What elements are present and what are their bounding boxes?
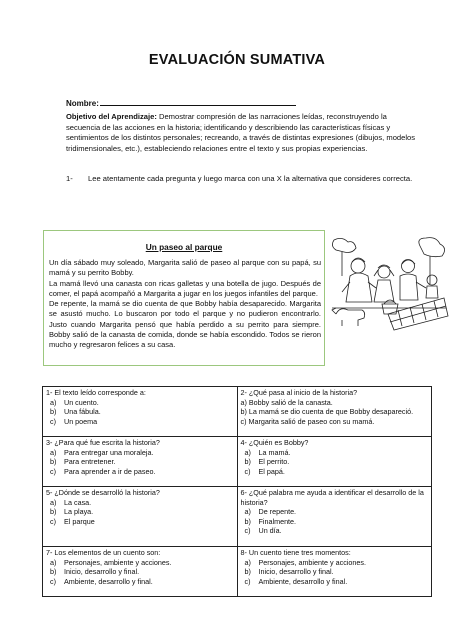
objective-label: Objetivo del Aprendizaje:: [66, 112, 157, 121]
option[interactable]: [46, 407, 234, 417]
question-text: 8- Un cuento tiene tres momentos:: [240, 548, 351, 557]
option-text: Personajes, ambiente y acciones.: [258, 557, 366, 567]
option-letter: c): [244, 466, 251, 476]
question-cell-3: [43, 437, 238, 487]
option-text: a) Bobby salió de la canasta.: [240, 397, 333, 407]
question-cell-8: [237, 547, 432, 597]
option[interactable]: [241, 507, 429, 517]
option-letter: c): [50, 516, 56, 526]
option-text: Un poema: [64, 416, 98, 426]
story-paragraph: Un día sábado muy soleado, Margarita salió de paseo al parque con su papá, su mamá y su perrito Bobby.: [49, 258, 321, 278]
option-text: La playa.: [64, 507, 94, 517]
option[interactable]: [241, 558, 429, 568]
option-letter: c): [244, 576, 251, 586]
option[interactable]: [46, 457, 234, 467]
story-text: [49, 258, 321, 351]
learning-objective: [66, 112, 416, 154]
illustration-lines: [332, 238, 448, 330]
option[interactable]: [46, 507, 234, 517]
option[interactable]: [46, 448, 234, 458]
option-letter: a): [244, 557, 251, 567]
option-text: Para entregar una moraleja.: [64, 447, 154, 457]
name-label: Nombre:: [66, 99, 99, 108]
question-cell-5: [43, 487, 238, 547]
option-letter: c): [244, 526, 251, 536]
option-text: Inicio, desarrollo y final.: [258, 567, 334, 577]
option[interactable]: [241, 526, 429, 536]
option[interactable]: [241, 467, 429, 477]
option-text: El perrito.: [258, 457, 290, 467]
question-text: 2- ¿Qué pasa al inicio de la historia?: [240, 388, 358, 397]
option-text: La casa.: [64, 497, 92, 507]
option-text: Una fábula.: [64, 407, 101, 417]
option[interactable]: [46, 517, 234, 527]
option-text: b) La mamá se dio cuenta de que Bobby desapareció.: [240, 407, 414, 417]
option-text: Para entretener.: [64, 457, 116, 467]
option[interactable]: [241, 567, 429, 577]
story-paragraph: La mamá llevó una canasta con ricas galletas y una botella de jugo. Después de comer, el papá acompañó a Margarita a jugar en los juegos infantiles del parque.: [49, 278, 321, 298]
question-text: 7- Los elementos de un cuento son:: [46, 548, 161, 557]
option[interactable]: [46, 558, 234, 568]
option[interactable]: [46, 498, 234, 508]
option-text: Ambiente, desarrollo y final.: [258, 576, 348, 586]
option-text: c) Margarita salió de paseo con su mamá.: [240, 416, 375, 426]
option-letter: b): [244, 516, 251, 526]
option-text: Un cuento.: [64, 397, 99, 407]
instruction-number: 1-: [66, 174, 73, 183]
question-cell-4: [237, 437, 432, 487]
option-text: Finalmente.: [258, 516, 297, 526]
question-text: 1- El texto leído corresponde a:: [46, 388, 146, 397]
question-text: 3- ¿Para qué fue escrita la historia?: [46, 438, 160, 447]
option[interactable]: [241, 517, 429, 527]
option-text: Inicio, desarrollo y final.: [64, 567, 140, 577]
question-cell-1: [43, 387, 238, 437]
option-letter: b): [244, 457, 251, 467]
option-text: De repente.: [258, 507, 297, 517]
story-paragraph: De repente, la mamá se dio cuenta de que Bobby había desaparecido. Margarita se asustó mucho. Lo buscaron por todo el parque y no pudieron encontrarlo. Justo cuando Margarita pensó que había perdido a su perrito para siempre. Bobby salió de la canasta de comida, donde se había escondido. Todos se rieron mucho y regresaron felices a su casa.: [49, 299, 321, 350]
option[interactable]: [241, 407, 429, 417]
option-letter: a): [244, 507, 251, 517]
option-letter: c): [50, 576, 56, 586]
instruction-text: Lee atentamente cada pregunta y luego marca con una X la alternativa que consideres correcta.: [88, 174, 413, 183]
option[interactable]: [241, 577, 429, 587]
name-blank-line[interactable]: [100, 98, 296, 106]
option-letter: a): [50, 557, 57, 567]
story-title: Un paseo al parque: [145, 242, 223, 252]
option-letter: a): [50, 447, 57, 457]
option[interactable]: [241, 457, 429, 467]
option-text: El parque: [64, 516, 95, 526]
option-text: Personajes, ambiente y acciones.: [64, 557, 172, 567]
family-picnic-illustration: [328, 236, 450, 332]
objective-text: Demostrar compresión de las narraciones leídas, reconstruyendo la secuencia de las acciones en la historia; identificando y describiendo las características físicas y sentimientos de los distintos personales; recreando, a través de distintas expresiones (dibujos, modelos tridimensionales, etc.), estableciendo relaciones entre el texto y sus propias experiencias.: [66, 112, 416, 153]
question-cell-2: [237, 387, 432, 437]
option[interactable]: [46, 417, 234, 427]
option-text: Para aprender a ir de paseo.: [64, 466, 156, 476]
option-text: La mamá.: [258, 447, 291, 457]
option-text: Un día.: [258, 526, 282, 536]
option-letter: a): [244, 447, 251, 457]
option-letter: b): [50, 567, 57, 577]
option-text: El papá.: [258, 466, 285, 476]
question-text: 6- ¿Qué palabra me ayuda a identificar el desarrollo de la historia?: [240, 488, 424, 507]
option[interactable]: [46, 567, 234, 577]
question-text: 5- ¿Dónde se desarrolló la historia?: [46, 488, 160, 497]
name-field: [66, 98, 296, 108]
option-text: Ambiente, desarrollo y final.: [64, 576, 153, 586]
option-letter: a): [50, 397, 57, 407]
option-letter: b): [50, 507, 57, 517]
option-letter: b): [50, 457, 57, 467]
option[interactable]: [46, 467, 234, 477]
instruction: [66, 174, 416, 185]
option-letter: a): [50, 497, 57, 507]
option[interactable]: [241, 448, 429, 458]
option-letter: b): [244, 567, 251, 577]
option[interactable]: [241, 417, 429, 427]
questions-table: [42, 386, 432, 597]
option[interactable]: [46, 577, 234, 587]
question-text: 4- ¿Quién es Bobby?: [240, 438, 309, 447]
option[interactable]: [46, 398, 234, 408]
question-cell-7: [43, 547, 238, 597]
option-letter: c): [50, 466, 56, 476]
page-title: EVALUACIÓN SUMATIVA: [148, 52, 326, 68]
option-letter: b): [50, 407, 57, 417]
question-cell-6: [237, 487, 432, 547]
option[interactable]: [241, 398, 429, 408]
option-letter: c): [50, 416, 56, 426]
